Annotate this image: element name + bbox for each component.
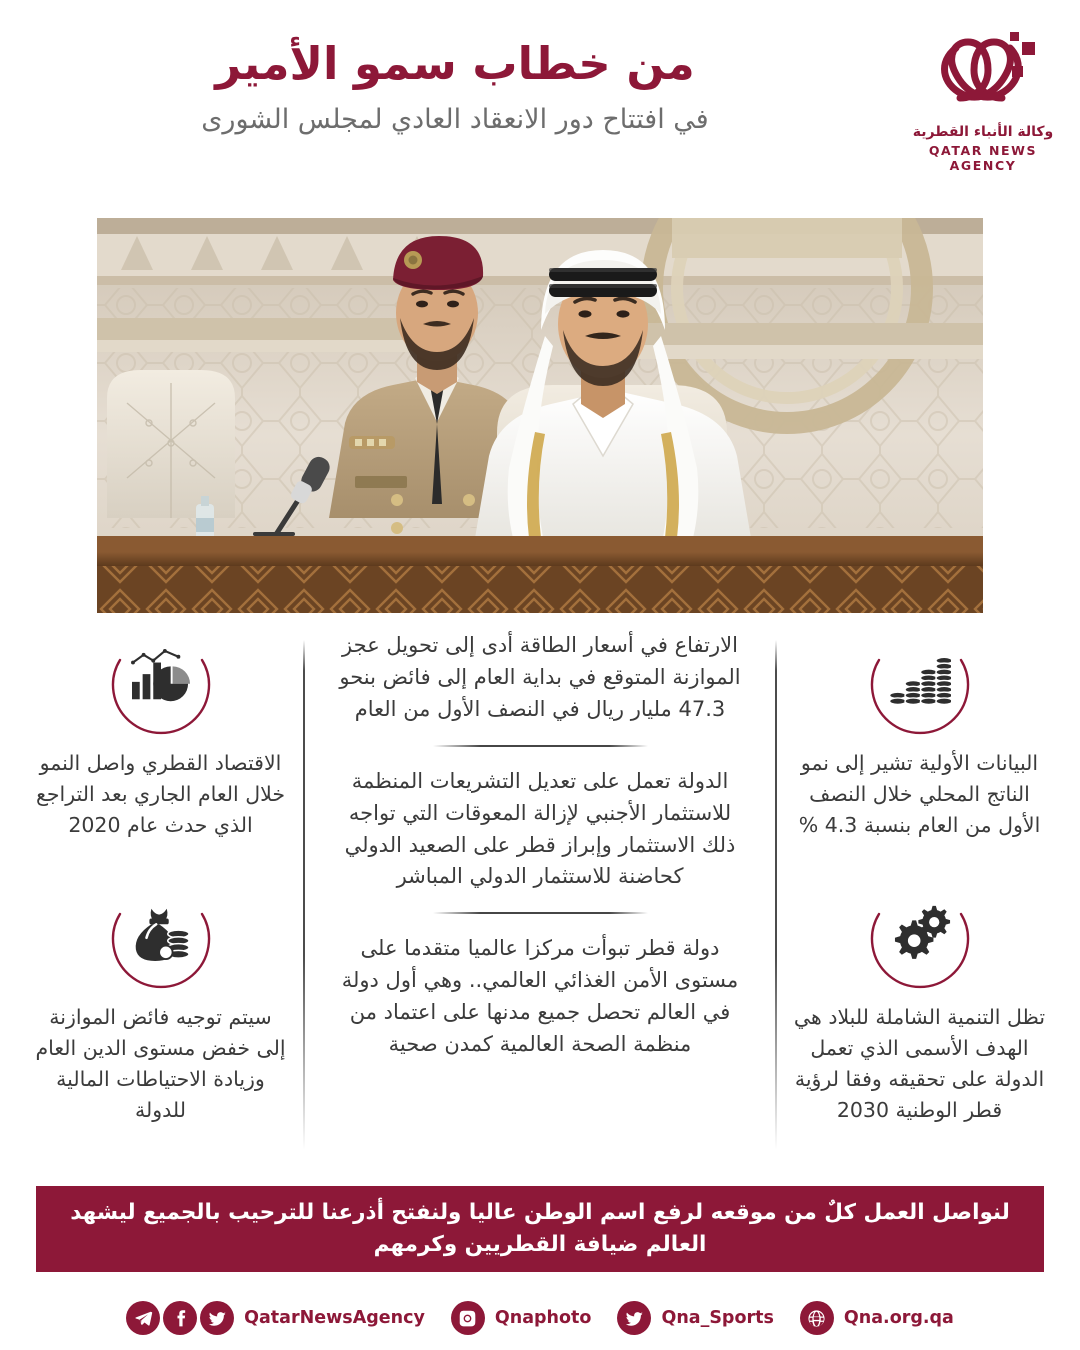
icon-circle — [866, 630, 974, 738]
hero-photo — [97, 218, 983, 613]
info-card — [777, 630, 1062, 840]
social-group-sports — [617, 1301, 773, 1335]
instagram-icon[interactable] — [451, 1301, 485, 1335]
twitter-icon[interactable] — [617, 1301, 651, 1335]
bar-pie-chart-icon — [130, 649, 192, 707]
icon-circle — [866, 884, 974, 992]
center-divider — [433, 912, 648, 914]
telegram-icon[interactable] — [126, 1301, 160, 1335]
hero-photo-illustration — [97, 218, 983, 613]
qna-atom-logo-icon — [924, 22, 1042, 122]
social-group-instagram — [451, 1301, 592, 1335]
center-divider — [433, 745, 648, 747]
twitter-icon[interactable] — [200, 1301, 234, 1335]
coin-stacks-icon — [889, 649, 951, 707]
social-label: Qnaphoto — [494, 1308, 592, 1328]
social-label: Qna_Sports — [661, 1308, 774, 1328]
column-right — [18, 630, 303, 1160]
money-bag-coins-icon — [130, 903, 192, 961]
info-card-text: البيانات الأولية تشير إلى نمو الناتج المحلي خلال النصف الأول من العام بنسبة 4.3 % — [798, 751, 1041, 837]
page-subtitle: في افتتاح دور الانعقاد العادي لمجلس الشورى — [201, 103, 709, 135]
info-card — [18, 884, 303, 1125]
page-header — [0, 0, 1080, 200]
column-left — [777, 630, 1062, 1160]
info-card — [777, 884, 1062, 1125]
quote-banner — [36, 1186, 1044, 1272]
center-block — [333, 630, 747, 726]
info-card-text: سيتم توجيه فائض الموازنة إلى خفض مستوى الدين العام وزيادة الاحتياطات المالية للدولة — [35, 1005, 286, 1122]
center-text: دولة قطر تبوأت مركزا عالميا متقدما على مستوى الأمن الغذائي العالمي.. وهي أول دولة في العالم تحصل جميع مدنها على اعتماد من منظمة الصحة العالمية كمدن صحية — [341, 936, 739, 1057]
info-card-text: الاقتصاد القطري واصل النمو خلال العام الجاري بعد التراجع الذي حدث عام 2020 — [35, 751, 286, 837]
social-group-main — [126, 1301, 425, 1335]
column-center — [305, 630, 775, 1160]
gears-icon — [889, 903, 951, 961]
page-title: من خطاب سمو الأمير — [215, 37, 695, 90]
icon-circle — [107, 630, 215, 738]
qna-logo — [908, 22, 1058, 173]
info-card — [18, 630, 303, 840]
icon-circle — [107, 884, 215, 992]
content-grid — [0, 630, 1080, 1160]
social-label: QatarNewsAgency — [244, 1308, 425, 1328]
center-text: الدولة تعمل على تعديل التشريعات المنظمة للاستثمار الأجنبي لإزالة المعوقات التي تواجه ذلك الاستثمار وإبراز قطر على الصعيد الدولي كحاضنة للاستثمار الدولي المباشر — [344, 768, 736, 889]
logo-arabic-text: وكالة الأنباء القطرية — [912, 124, 1054, 140]
social-footer — [0, 1294, 1080, 1342]
quote-text: لنواصل العمل كلٌ من موقعه لرفع اسم الوطن عاليا ولنفتح أذرعنا للترحيب بالجميع ليشهد العالم ضيافة القطريين وكرمهم — [70, 1200, 1010, 1257]
social-group-website — [800, 1301, 954, 1335]
globe-icon[interactable] — [800, 1301, 834, 1335]
info-card-text: تظل التنمية الشاملة للبلاد هي الهدف الأسمى الذي تعمل الدولة على تحقيقه وفقا لرؤية قطر الوطنية 2030 — [793, 1005, 1046, 1122]
center-text: الارتفاع في أسعار الطاقة أدى إلى تحويل عجز الموازنة المتوقع في بداية العام إلى فائض بنحو 47.3 مليار ريال في النصف الأول من العام — [339, 633, 741, 721]
center-block — [333, 933, 747, 1061]
facebook-icon[interactable] — [163, 1301, 197, 1335]
title-block — [0, 38, 910, 135]
logo-english-text: QATAR NEWS AGENCY — [928, 143, 1038, 173]
social-label: Qna.org.qa — [843, 1308, 954, 1328]
center-block — [333, 766, 747, 894]
